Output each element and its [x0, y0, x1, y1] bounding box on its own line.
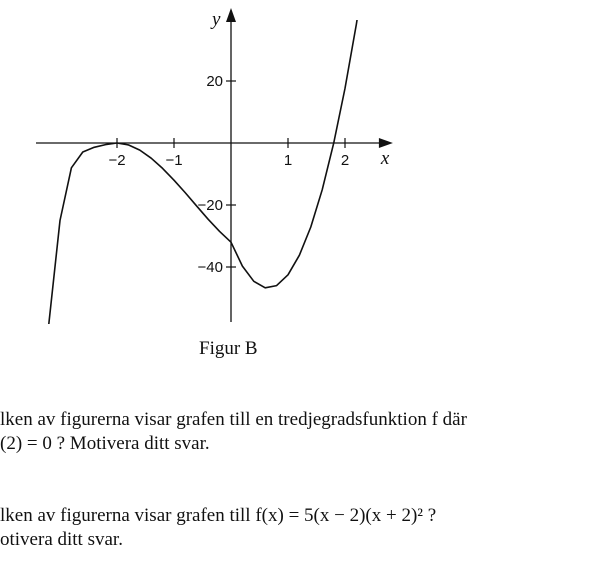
question-2-line-1: lken av figurerna visar grafen till f(x) = 5(x − 2)(x + 2)² ? [0, 505, 437, 526]
function-curve [49, 0, 380, 326]
tick-labels [108, 73, 349, 276]
question-1-line-2: (2) = 0 ? Motivera ditt svar. [0, 433, 210, 454]
y-tick-label: 20 [206, 73, 223, 90]
x-tick-label: 1 [283, 152, 293, 169]
question-2 [0, 504, 436, 552]
y-axis-arrow [226, 8, 236, 22]
question-1 [0, 408, 467, 456]
question-2-line-2: otivera ditt svar. [0, 529, 123, 550]
x-tick-label: 2 [340, 152, 350, 169]
x-axis-label: x [380, 148, 390, 169]
question-1-line-1: lken av figurerna visar grafen till en tredjegradsfunktion f där [0, 409, 467, 430]
x-tick-label: −2 [108, 152, 126, 169]
figure-caption: Figur B [199, 338, 258, 359]
y-axis-label: y [212, 9, 221, 30]
x-axis-arrow [379, 138, 393, 148]
y-tick-label: −20 [197, 197, 223, 214]
curve-layer [49, 0, 380, 326]
x-tick-label: −1 [165, 152, 183, 169]
y-tick-label: −40 [197, 259, 223, 276]
